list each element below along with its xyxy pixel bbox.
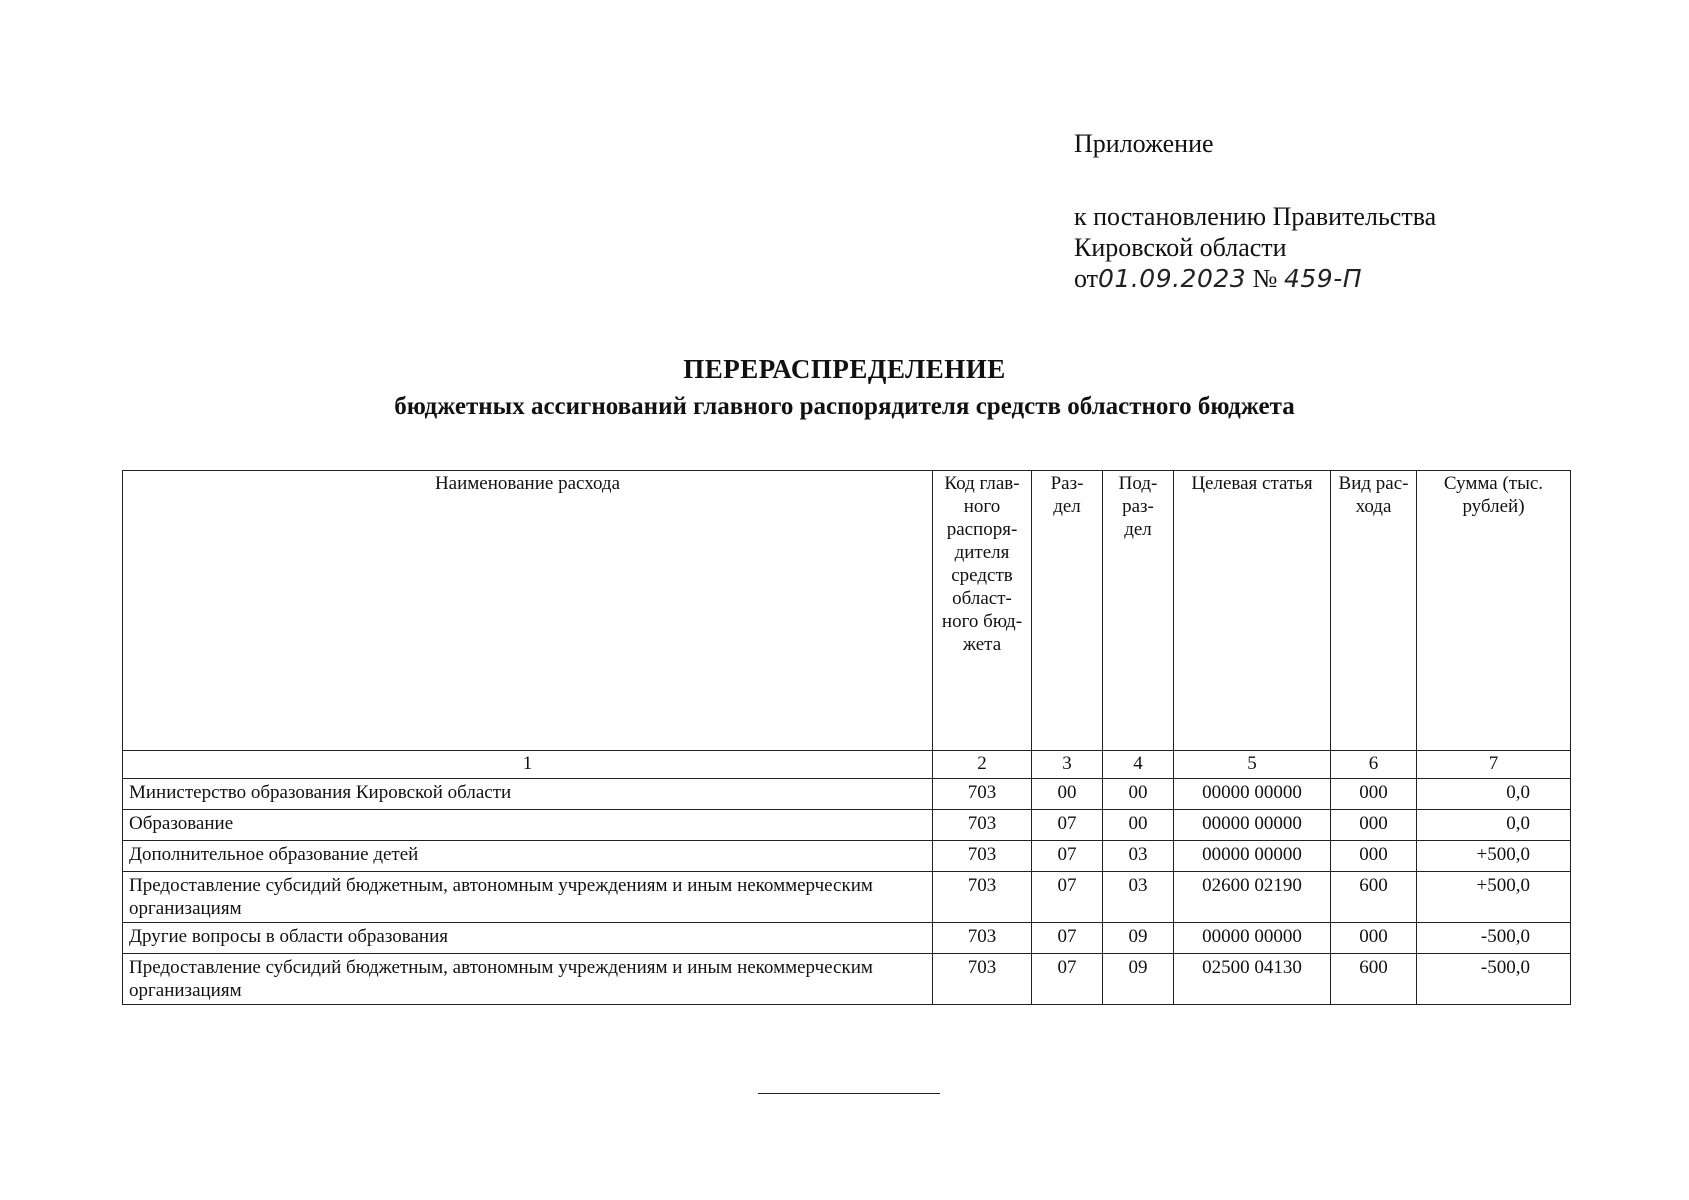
cell-code: 703 [933,841,1032,872]
cell-razdel: 00 [1032,779,1103,810]
cell-podrazdel: 00 [1103,810,1174,841]
header-name: Наименование расхода [123,471,933,751]
cell-summa: 0,0 [1417,779,1571,810]
cell-podrazdel: 03 [1103,872,1174,923]
cell-razdel: 07 [1032,810,1103,841]
cell-statya: 00000 00000 [1174,779,1331,810]
cell-vid: 000 [1331,810,1417,841]
cell-vid: 000 [1331,779,1417,810]
document-title: ПЕРЕРАСПРЕДЕЛЕНИЕ [683,354,1006,384]
cell-code: 703 [933,810,1032,841]
cell-podrazdel: 09 [1103,923,1174,954]
table-row [123,872,1571,923]
table-row [123,954,1571,1005]
column-number: 6 [1331,751,1417,779]
cell-code: 703 [933,923,1032,954]
column-number: 1 [123,751,933,779]
cell-name: Министерство образования Кировской области [123,779,933,810]
column-number: 3 [1032,751,1103,779]
header-razdel: Раз-дел [1032,471,1103,751]
cell-summa: +500,0 [1417,872,1571,923]
cell-statya: 00000 00000 [1174,923,1331,954]
cell-vid: 600 [1331,872,1417,923]
cell-summa: -500,0 [1417,954,1571,1005]
cell-razdel: 07 [1032,872,1103,923]
end-divider [758,1093,940,1094]
cell-podrazdel: 09 [1103,954,1174,1005]
header-statya: Целевая статья [1174,471,1331,751]
cell-code: 703 [933,779,1032,810]
table-row [123,923,1571,954]
cell-name: Предоставление субсидий бюджетным, автономным учреждениям и иным некоммерческим организациям [123,954,933,1005]
cell-vid: 000 [1331,923,1417,954]
date-prefix: от [1074,264,1099,293]
cell-razdel: 07 [1032,841,1103,872]
cell-vid: 000 [1331,841,1417,872]
header-summa: Сумма (тыс. рублей) [1417,471,1571,751]
appendix-label: Приложение [1074,129,1214,158]
cell-name: Предоставление субсидий бюджетным, автономным учреждениям и иным некоммерческим организациям [123,872,933,923]
column-number: 4 [1103,751,1174,779]
cell-vid: 600 [1331,954,1417,1005]
cell-name: Образование [123,810,933,841]
cell-statya: 00000 00000 [1174,810,1331,841]
column-number: 5 [1174,751,1331,779]
appendix-line-region: Кировской области [1074,233,1287,262]
header-vid: Вид рас-хода [1331,471,1417,751]
cell-summa: -500,0 [1417,923,1571,954]
cell-podrazdel: 03 [1103,841,1174,872]
number-sign: № [1252,264,1278,293]
cell-statya: 02500 04130 [1174,954,1331,1005]
cell-code: 703 [933,872,1032,923]
table-row [123,779,1571,810]
cell-statya: 00000 00000 [1174,841,1331,872]
header-code: Код глав-ного распоря-дителя средств област-ного бюд-жета [933,471,1032,751]
cell-statya: 02600 02190 [1174,872,1331,923]
appendix-block [1074,128,1634,294]
cell-name: Другие вопросы в области образования [123,923,933,954]
handwritten-number: 459-П [1283,264,1363,293]
header-podrazdel: Под-раз-дел [1103,471,1174,751]
header-row [123,471,1571,751]
appendix-line-resolution: к постановлению Правительства [1074,202,1437,231]
document-subtitle: бюджетных ассигнований главного распорядителя средств областного бюджета [394,393,1295,420]
column-numbers-row [123,751,1571,779]
budget-table [122,470,1571,1005]
appendix-date-number [1074,263,1634,294]
cell-summa: 0,0 [1417,810,1571,841]
column-number: 2 [933,751,1032,779]
cell-razdel: 07 [1032,954,1103,1005]
cell-code: 703 [933,954,1032,1005]
cell-name: Дополнительное образование детей [123,841,933,872]
table-row [123,841,1571,872]
cell-summa: +500,0 [1417,841,1571,872]
cell-razdel: 07 [1032,923,1103,954]
cell-podrazdel: 00 [1103,779,1174,810]
table-row [123,810,1571,841]
column-number: 7 [1417,751,1571,779]
handwritten-date: 01.09.2023 [1098,264,1247,293]
